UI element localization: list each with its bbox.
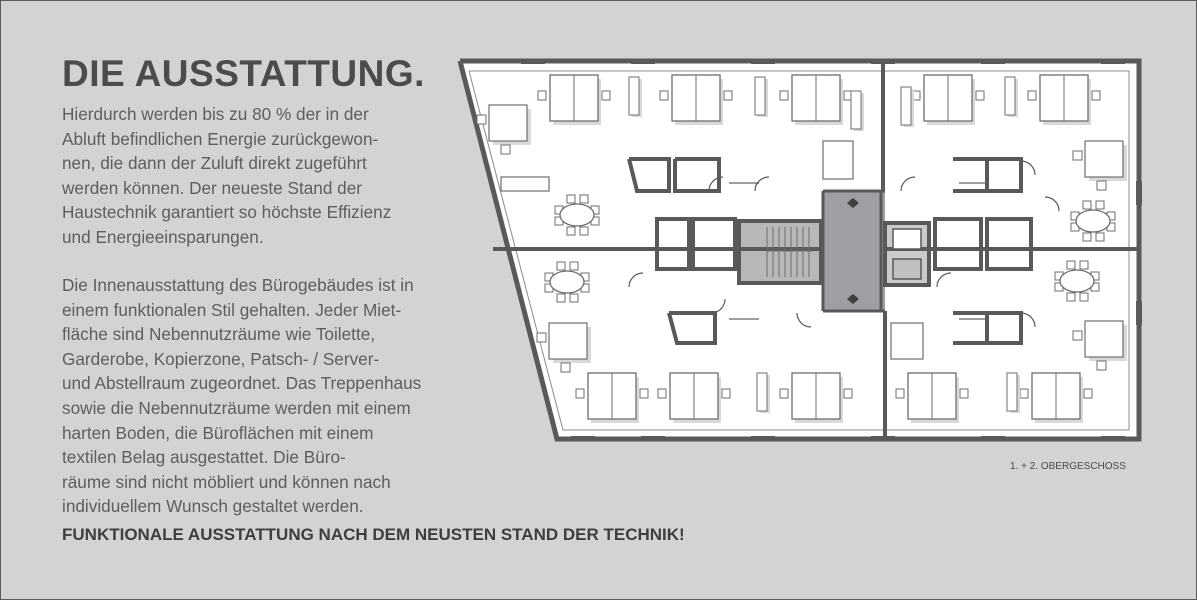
plan-caption: 1. + 2. OBERGESCHOSS bbox=[1010, 461, 1126, 472]
paragraph-line: Hierdurch werden bis zu 80 % der in der bbox=[62, 104, 369, 124]
paragraph-line: individuellem Wunsch gestaltet werden. bbox=[62, 496, 364, 517]
paragraph-line: textilen Belag ausgestattet. Die Büro- bbox=[62, 447, 346, 468]
floor-plan bbox=[455, 57, 1143, 445]
paragraph-line: Haustechnik garantiert so höchste Effizienz bbox=[62, 202, 392, 223]
paragraph-line: werden können. Der neueste Stand der bbox=[62, 177, 363, 198]
paragraph-line: sowie die Nebennutzräume werden mit einem bbox=[62, 397, 411, 418]
paragraph-line: harten Boden, die Büroflächen mit einem bbox=[62, 422, 374, 443]
paragraph-line: und Abstellraum zugeordnet. Das Treppenhaus bbox=[62, 373, 422, 394]
paragraph-line: Abluft befindlichen Energie zurückgewon- bbox=[62, 128, 379, 149]
paragraph-line: und Energieeinsparungen. bbox=[62, 226, 264, 247]
paragraph-line: fläche sind Nebennutzräume wie Toilette, bbox=[62, 324, 376, 345]
interior-paragraph bbox=[62, 273, 421, 519]
intro-paragraph bbox=[62, 102, 391, 250]
paragraph-line: räume sind nicht möbliert und können nach bbox=[62, 471, 391, 492]
paragraph-line: einem funktionalen Stil gehalten. Jeder Miet- bbox=[62, 299, 402, 320]
paragraph-line: nen, die dann der Zuluft direkt zugeführt bbox=[62, 153, 367, 174]
paragraph-line: Garderobe, Kopierzone, Patsch- / Server- bbox=[62, 348, 380, 369]
tagline: FUNKTIONALE AUSSTATTUNG NACH DEM NEUSTEN STAND DER TECHNIK! bbox=[62, 525, 685, 544]
page-title: DIE AUSSTATTUNG. bbox=[62, 53, 425, 94]
paragraph-line: Die Innenausstattung des Bürogebäudes ist in bbox=[62, 275, 414, 295]
